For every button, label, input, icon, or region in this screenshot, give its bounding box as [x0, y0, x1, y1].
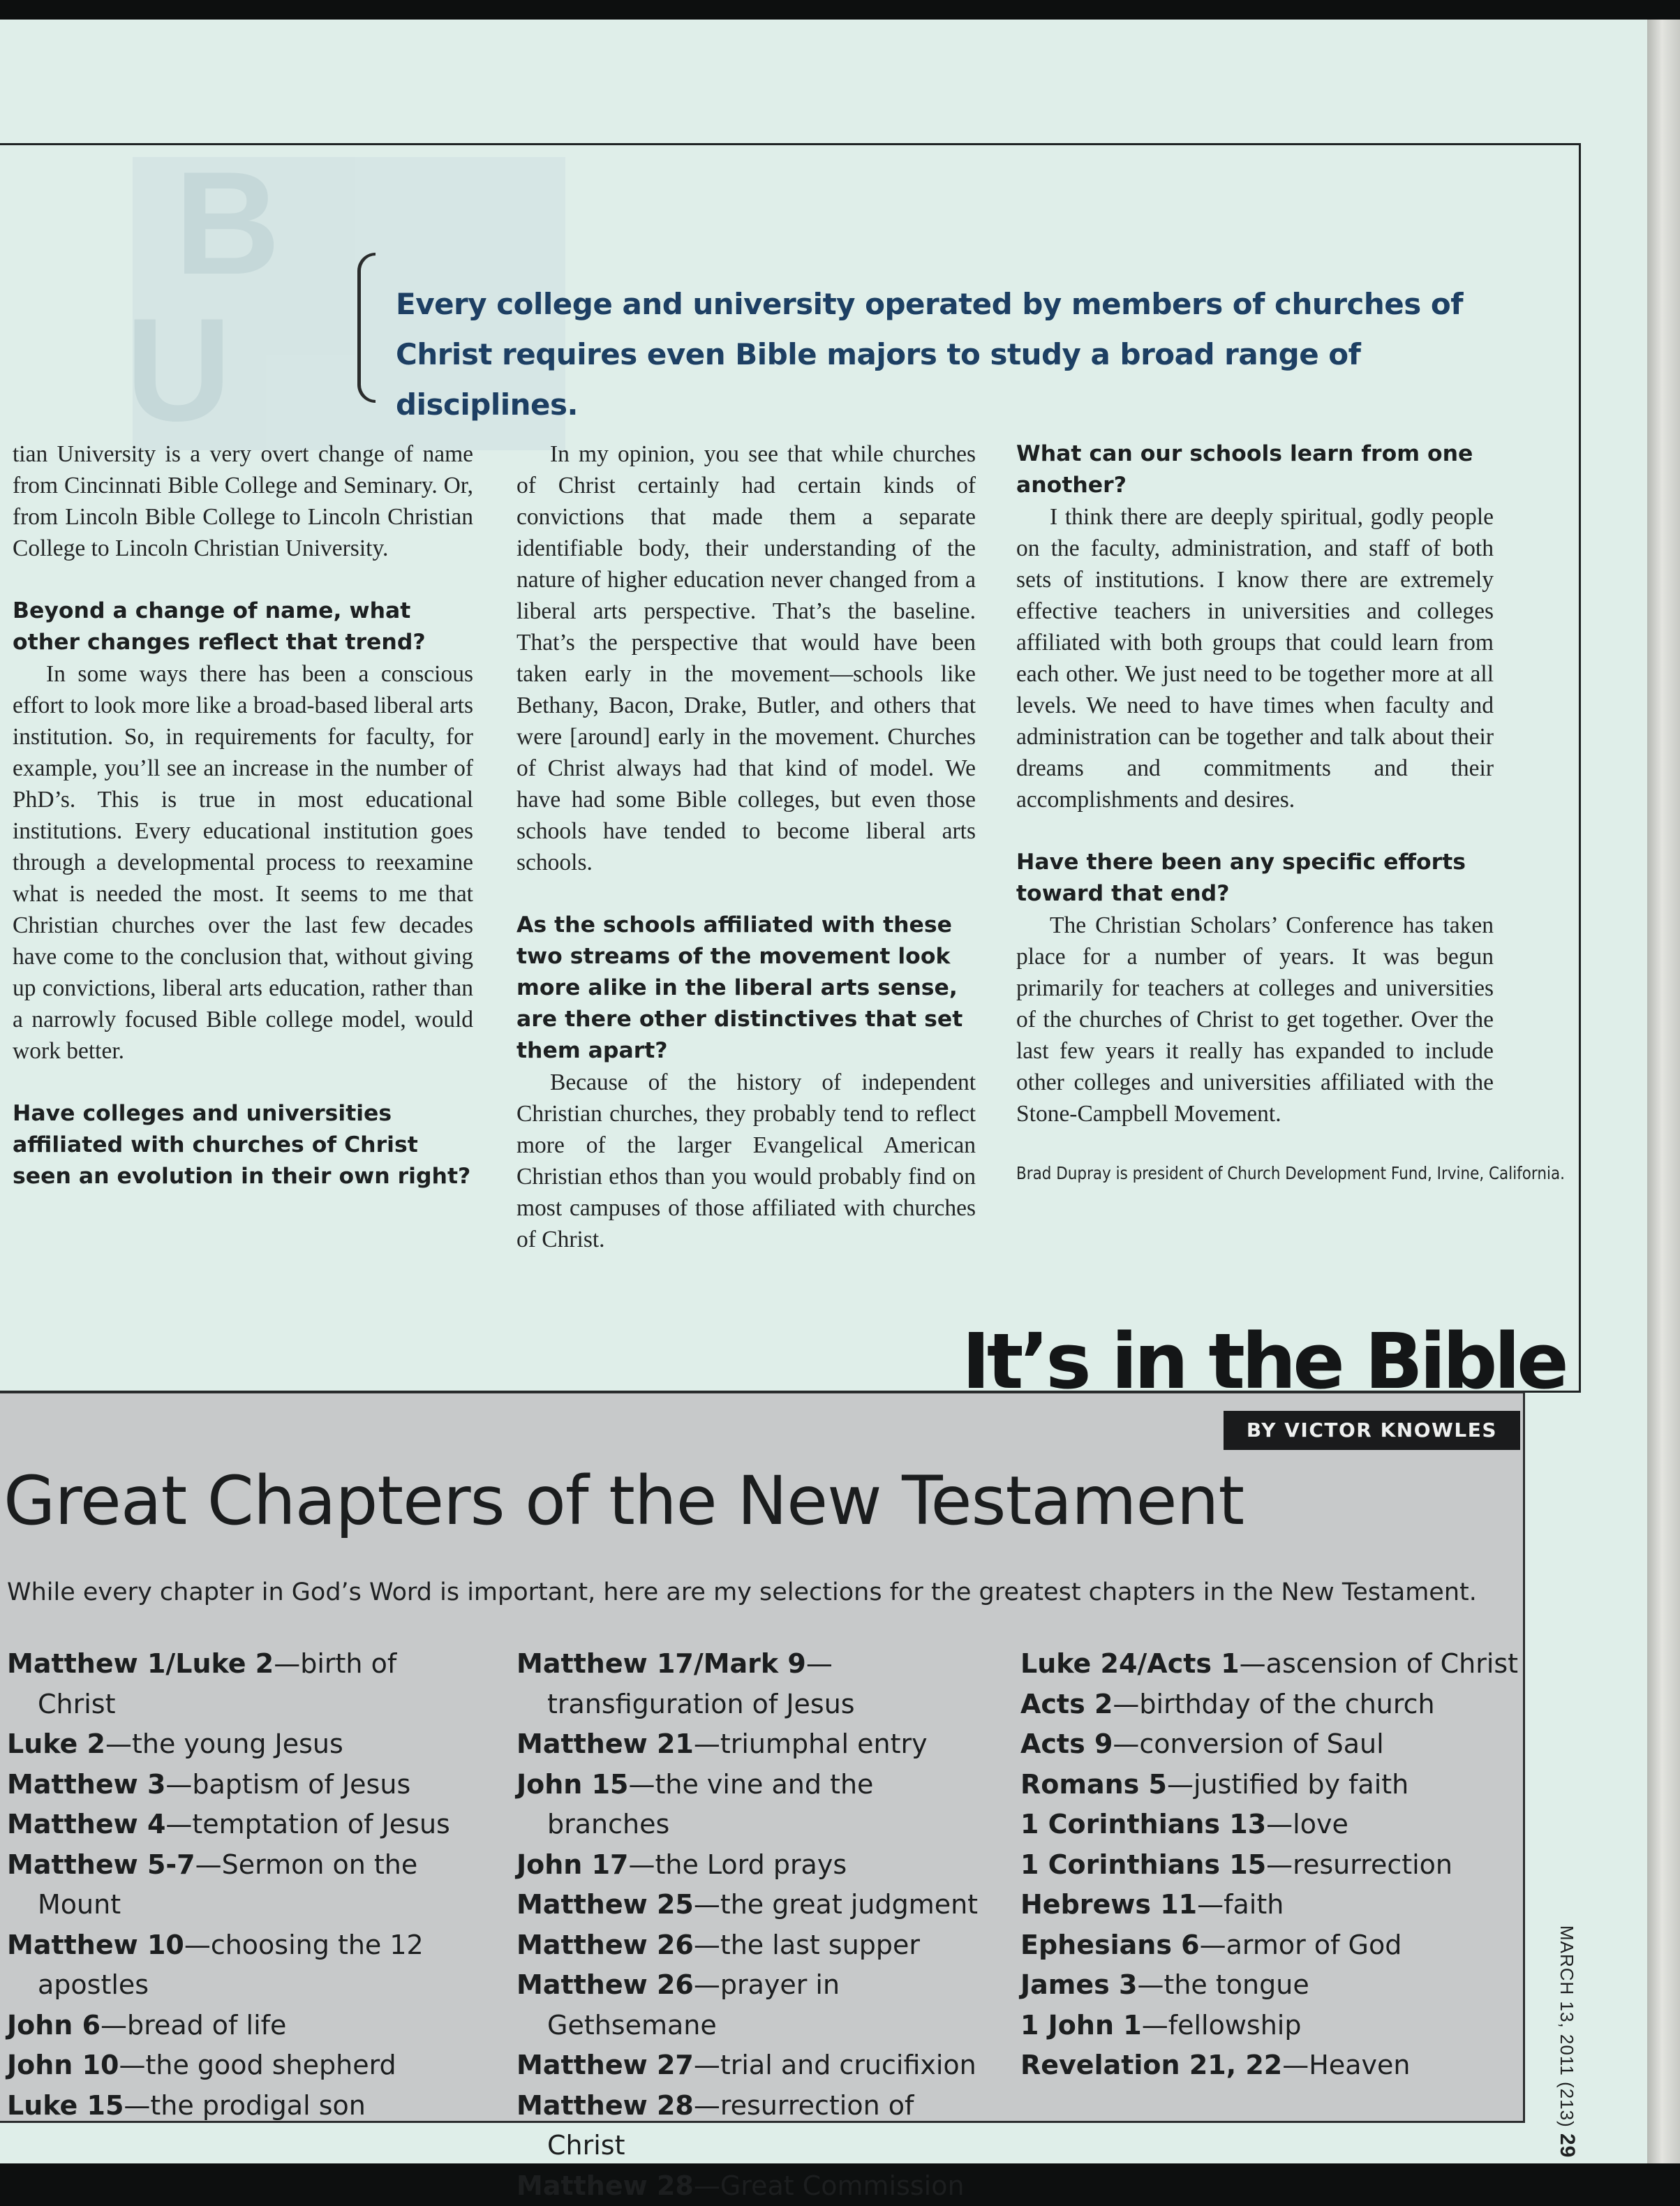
chapter-reference: Matthew 4 [7, 1809, 165, 1839]
chapter-description: —resurrection of Christ [547, 2090, 914, 2161]
feature-intro: While every chapter in God’s Word is important, here are my selections for the greatest chapters in the New Testament. [7, 1575, 1508, 1610]
chapter-item [7, 1724, 454, 1765]
page-number: 29 [1556, 2133, 1579, 2158]
paragraph-gap [1016, 815, 1494, 847]
chapter-description: —transfiguration of Jesus [547, 1648, 855, 1719]
chapter-item [7, 1644, 454, 1724]
chapter-item [7, 1765, 454, 1805]
chapter-item [1020, 1845, 1523, 1886]
paragraph-gap [13, 564, 473, 595]
chapter-description: —the tongue [1137, 1969, 1309, 2000]
chapter-item [7, 1805, 454, 1845]
chapter-reference: John 17 [516, 1849, 628, 1880]
chapter-description: —armor of God [1200, 1930, 1402, 1960]
chapter-reference: 1 John 1 [1020, 2010, 1142, 2041]
chapter-description: —baptism of Jesus [165, 1769, 410, 1800]
chapter-description: —love [1266, 1809, 1348, 1839]
chapter-item [516, 2086, 991, 2166]
article-paragraph: In my opinion, you see that while churches of Christ certainly had certain kinds of convictions that made them a separate identifiable body, their understanding of the nature of higher education never changed from a liberal arts perspective. That’s the baseline. That’s the perspective that would have been taken early in the movement—schools like Bethany, Bacon, Drake, Butler, and others that were [around] early in the movement. Churches of Christ always had that kind of model. We have had some Bible colleges, but even those schools have tended to become liberal arts schools. [516, 438, 976, 878]
section-title: It’s in the Bible [962, 1319, 1566, 1403]
chapter-item [1020, 1765, 1523, 1805]
chapter-reference: Acts 2 [1020, 1689, 1113, 1719]
article-paragraph: I think there are deeply spiritual, godly people on the faculty, administration, and staff of both sets of institutions. I know there are extremely effective teachers in universities and colleges affiliated with both groups that could learn from each other. We just need to be together more at all levels. We need to have times when faculty and administration can be together and talk about their dreams and commitments and their accomplishments and desires. [1016, 501, 1494, 815]
paragraph-gap [13, 1067, 473, 1098]
chapter-reference: 1 Corinthians 13 [1020, 1809, 1266, 1839]
chapter-item [7, 2086, 454, 2126]
interview-question: As the schools affiliated with these two streams of the movement look more alike in the liberal arts sense, are there other distinctives that set them apart? [516, 910, 976, 1067]
chapter-item [1020, 2006, 1523, 2046]
chapter-reference: Romans 5 [1020, 1769, 1167, 1800]
chapter-description: —Sermon on the Mount [38, 1849, 417, 1920]
chapter-description: —the vine and the branches [547, 1769, 873, 1840]
pull-quote [357, 253, 1502, 403]
feature-title: Great Chapters of the New Testament [3, 1460, 1244, 1541]
article-paragraph: tian University is a very overt change of name from Cincinnati Bible College and Seminary. Or, from Lincoln Bible College to Lincoln Christian College to Lincoln Christian University. [13, 438, 473, 564]
interview-question: Have there been any specific efforts toward that end? [1016, 847, 1494, 910]
chapter-reference: Ephesians 6 [1020, 1930, 1200, 1960]
chapter-item [516, 1885, 991, 1925]
chapter-item [516, 2166, 991, 2206]
chapter-item [516, 1925, 991, 1966]
article-column-2 [516, 438, 976, 1255]
chapter-reference: Luke 24/Acts 1 [1020, 1648, 1240, 1679]
chapter-reference: Luke 15 [7, 2090, 124, 2121]
chapters-list-2 [516, 1644, 991, 2206]
article-column-1 [13, 438, 473, 1192]
chapter-reference: Hebrews 11 [1020, 1889, 1197, 1920]
chapter-reference: Matthew 27 [516, 2050, 694, 2080]
folio-date: MARCH 13, 2011 (213) [1556, 1925, 1577, 2128]
chapter-description: —temptation of Jesus [165, 1809, 449, 1839]
paragraph-gap [1016, 1130, 1494, 1161]
chapters-list-3 [1020, 1644, 1523, 2086]
chapter-description: —bread of life [101, 2010, 286, 2041]
chapters-list-1 [7, 1644, 454, 2126]
chapter-item [1020, 1925, 1523, 1966]
chapter-reference: John 10 [7, 2050, 119, 2080]
chapter-reference: Matthew 1/Luke 2 [7, 1648, 274, 1679]
chapter-reference: John 6 [7, 2010, 101, 2041]
chapter-reference: John 15 [516, 1769, 628, 1800]
chapter-reference: Matthew 21 [516, 1728, 694, 1759]
chapter-description: —faith [1197, 1889, 1284, 1920]
chapter-description: —prayer in Gethsemane [547, 1969, 840, 2041]
chapter-item [516, 2045, 991, 2086]
chapter-reference: 1 Corinthians 15 [1020, 1849, 1266, 1880]
chapter-reference: Luke 2 [7, 1728, 105, 1759]
chapter-description: —fellowship [1142, 2010, 1302, 2041]
chapter-reference: Matthew 28 [516, 2170, 694, 2201]
chapter-description: —ascension of Christ [1240, 1648, 1518, 1679]
chapter-reference: Matthew 5-7 [7, 1849, 195, 1880]
chapter-description: —conversion of Saul [1113, 1728, 1383, 1759]
chapter-item [516, 1845, 991, 1886]
chapter-description: —the Lord prays [628, 1849, 847, 1880]
chapter-description: —Heaven [1282, 2050, 1410, 2080]
chapter-description: —the great judgment [694, 1889, 978, 1920]
chapter-reference: Matthew 17/Mark 9 [516, 1648, 806, 1679]
background-graphic: B U [133, 157, 565, 450]
chapter-description: —Great Commission [694, 2170, 965, 2201]
chapter-reference: Matthew 26 [516, 1969, 694, 2000]
chapter-reference: Matthew 26 [516, 1930, 694, 1960]
chapter-item [7, 2045, 454, 2086]
author-note: Brad Dupray is president of Church Development Fund, Irvine, California. [1016, 1161, 1427, 1186]
page-edge [1647, 20, 1680, 2163]
chapter-reference: Revelation 21, 22 [1020, 2050, 1282, 2080]
author-byline: BY VICTOR KNOWLES [1224, 1411, 1520, 1450]
chapter-item [1020, 1965, 1523, 2006]
bracket-decoration [357, 253, 376, 403]
article-paragraph: In some ways there has been a conscious effort to look more like a broad-based liberal arts institution. So, in requirements for faculty, for example, you’ll see an increase in the number of PhD’s. This is true in most educational institutions. Every educational institution goes through a developmental process to reexamine what is needed the most. It seems to me that Christian churches over the last few decades have come to the conclusion that, without giving up convictions, liberal arts education, rather than a narrowly focused Bible college model, would work better. [13, 658, 473, 1067]
interview-question: Have colleges and universities affiliated with churches of Christ seen an evolution in their own right? [13, 1098, 473, 1192]
chapter-reference: Matthew 28 [516, 2090, 694, 2121]
chapter-item [1020, 1644, 1523, 1685]
interview-question: What can our schools learn from one another? [1016, 438, 1494, 501]
chapter-description: —birth of Christ [38, 1648, 396, 1719]
chapter-item [516, 1644, 991, 1724]
chapter-item [516, 1765, 991, 1845]
chapter-reference: Matthew 3 [7, 1769, 165, 1800]
chapter-item [516, 1724, 991, 1765]
paragraph-gap [516, 878, 976, 910]
chapter-item [7, 1845, 454, 1925]
article-paragraph: Because of the history of independent Christian churches, they probably tend to reflect more of the larger Evangelical American Christian ethos than you would probably find on most campuses of those affiliated with churches of Christ. [516, 1067, 976, 1255]
chapter-reference: James 3 [1020, 1969, 1137, 2000]
chapter-item [1020, 1885, 1523, 1925]
chapter-description: —the young Jesus [105, 1728, 343, 1759]
chapter-item [1020, 1805, 1523, 1845]
chapter-item [7, 1925, 454, 2006]
chapter-description: —the good shepherd [119, 2050, 396, 2080]
pull-quote-text: Every college and university operated by members of churches of Christ requires even Bible majors to study a broad range of disciplines. [396, 279, 1512, 430]
article-column-3 [1016, 438, 1494, 1186]
chapter-reference: Matthew 10 [7, 1930, 184, 1960]
chapter-item [1020, 1685, 1523, 1725]
chapter-item [1020, 2045, 1523, 2086]
chapter-description: —birthday of the church [1113, 1689, 1434, 1719]
chapter-description: —the prodigal son [124, 2090, 365, 2121]
chapter-description: —the last supper [694, 1930, 920, 1960]
article-paragraph: The Christian Scholars’ Conference has taken place for a number of years. It was begun primarily for teachers at colleges and universities of the churches of Christ to get together. Over the last few years it really has expanded to include other colleges and universities affiliated with the Stone-Campbell Movement. [1016, 910, 1494, 1130]
chapter-description: —trial and crucifixion [694, 2050, 976, 2080]
chapter-item [1020, 1724, 1523, 1765]
chapter-reference: Acts 9 [1020, 1728, 1113, 1759]
chapter-description: —resurrection [1266, 1849, 1452, 1880]
chapter-description: —justified by faith [1167, 1769, 1408, 1800]
page-folio [1555, 1925, 1579, 2158]
chapter-description: —triumphal entry [694, 1728, 928, 1759]
interview-question: Beyond a change of name, what other changes reflect that trend? [13, 595, 473, 658]
chapter-description: —choosing the 12 apostles [38, 1930, 424, 2001]
chapter-reference: Matthew 25 [516, 1889, 694, 1920]
chapter-item [7, 2006, 454, 2046]
chapter-item [516, 1965, 991, 2045]
